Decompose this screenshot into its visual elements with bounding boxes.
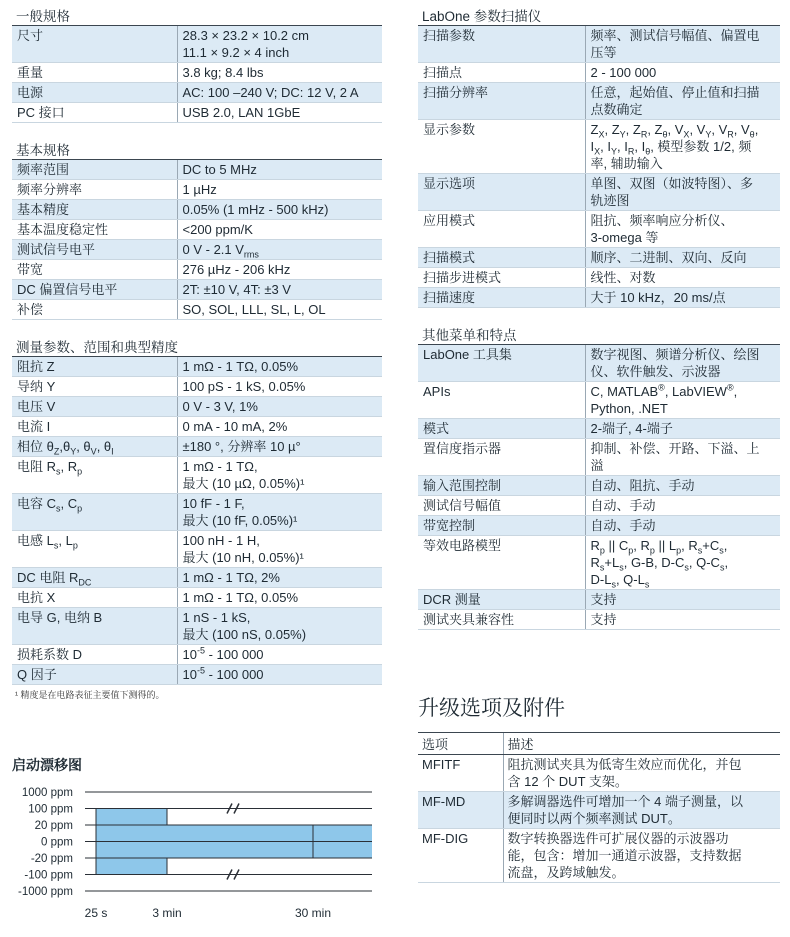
- spec-row: [418, 476, 780, 496]
- upgrade-option: MFITF: [418, 755, 503, 792]
- spec-label: 扫描模式: [418, 248, 585, 268]
- spec-value: 自动、手动: [585, 516, 780, 536]
- spec-value: 大于 10 kHz，20 ms/点: [585, 288, 780, 308]
- spec-row: [418, 536, 780, 590]
- spec-value: 28.3 × 23.2 × 10.2 cm 11.1 × 9.2 × 4 inch: [177, 26, 382, 63]
- upgrade-option: MF-DIG: [418, 829, 503, 883]
- spec-row: [12, 588, 382, 608]
- spec-row: [418, 174, 780, 211]
- spec-row: [418, 288, 780, 308]
- spec-value: SO, SOL, LLL, SL, L, OL: [177, 300, 382, 320]
- spec-row: [418, 590, 780, 610]
- header-description: 描述: [503, 733, 780, 755]
- spec-label: 电感 $L_s$, $L_p$: [12, 531, 177, 568]
- spec-value: 单图、双图（如波特图）、多 轨迹图: [585, 174, 780, 211]
- spec-label: 相位 $\theta_Z,\theta_Y$, $\theta_V$, $\theta_I$: [12, 437, 177, 457]
- upgrade-description: 阻抗测试夹具为低寄生效应而优化，并包 含 12 个 DUT 支架。: [503, 755, 780, 792]
- general-specs-table: [12, 26, 382, 123]
- spec-value: 抑制、补偿、开路、下溢、上 溢: [585, 439, 780, 476]
- spec-label: 带宽控制: [418, 516, 585, 536]
- upgrades-table: [418, 732, 780, 883]
- measurement-specs-section: [12, 339, 382, 701]
- spec-value: 频率、测试信号幅值、偏置电 压等: [585, 26, 780, 63]
- spec-row: [418, 382, 780, 419]
- spec-label: LabOne 工具集: [418, 345, 585, 382]
- spec-value: 自动、阻抗、手动: [585, 476, 780, 496]
- section-title: LabOne 参数扫描仪: [418, 8, 780, 26]
- spec-label: 阻抗 Z: [12, 357, 177, 377]
- spec-value: $10^{-5} - 100$ 000: [177, 645, 382, 665]
- spec-value: 100 pS - 1 kS, 0.05%: [177, 377, 382, 397]
- spec-row: [418, 419, 780, 439]
- spec-value: $10^{-5} - 100$ 000: [177, 665, 382, 685]
- spec-label: 电流 I: [12, 417, 177, 437]
- spec-label: APIs: [418, 382, 585, 419]
- spec-row: [12, 608, 382, 645]
- spec-row: [12, 437, 382, 457]
- spec-value: 任意，起始值、停止值和扫描 点数确定: [585, 83, 780, 120]
- spec-label: 测试信号电平: [12, 240, 177, 260]
- spec-label: 损耗系数 D: [12, 645, 177, 665]
- spec-label: 扫描分辨率: [418, 83, 585, 120]
- basic-specs-table: [12, 160, 382, 320]
- upgrades-title: 升级选项及附件: [418, 697, 565, 720]
- spec-value: 0.05% (1 mHz - 500 kHz): [177, 200, 382, 220]
- upgrade-row: [418, 792, 780, 829]
- spec-value: C, MATLAB®, LabVIEW®, Python, .NET: [585, 382, 780, 419]
- spec-value: 10 fF - 1 F, 最大 (10 fF, 0.05%)¹: [177, 494, 382, 531]
- spec-label: DC 电阻 $R_{DC}$: [12, 568, 177, 588]
- spec-row: [12, 397, 382, 417]
- section-title: 基本规格: [12, 142, 382, 160]
- spec-row: [12, 494, 382, 531]
- spec-value: 1 mΩ - 1 TΩ, 2%: [177, 568, 382, 588]
- measurement-specs-table: [12, 357, 382, 685]
- spec-row: [12, 300, 382, 320]
- spec-label: 重量: [12, 63, 177, 83]
- spec-row: [12, 457, 382, 494]
- spec-value: 1 µHz: [177, 180, 382, 200]
- upgrade-row: [418, 829, 780, 883]
- x-tick-label: 25 s: [84, 906, 108, 920]
- spec-value: 1 nS - 1 kS, 最大 (100 nS, 0.05%): [177, 608, 382, 645]
- x-tick-label: 3 min: [152, 906, 182, 920]
- spec-label: 频率分辨率: [12, 180, 177, 200]
- spec-value: 1 mΩ - 1 TΩ, 最大 (10 µΩ, 0.05%)¹: [177, 457, 382, 494]
- spec-row: [12, 83, 382, 103]
- left-column: [12, 0, 382, 701]
- spec-label: 电压 V: [12, 397, 177, 417]
- spec-label: 等效电路模型: [418, 536, 585, 590]
- spec-value: DC to 5 MHz: [177, 160, 382, 180]
- spec-label: 扫描速度: [418, 288, 585, 308]
- spec-row: [12, 26, 382, 63]
- spec-row: [12, 645, 382, 665]
- spec-row: [418, 610, 780, 630]
- spec-row: [12, 260, 382, 280]
- spec-label: 应用模式: [418, 211, 585, 248]
- spec-label: 基本精度: [12, 200, 177, 220]
- spec-row: [12, 63, 382, 83]
- spec-label: 电导 G, 电纳 B: [12, 608, 177, 645]
- basic-specs-section: [12, 142, 382, 320]
- spec-label: 扫描步进模式: [418, 268, 585, 288]
- spec-row: [418, 120, 780, 174]
- spec-label: 扫描点: [418, 63, 585, 83]
- spec-row: [12, 357, 382, 377]
- spec-value: 数字视图、频谱分析仪、绘图 仪、软件触发、示波器: [585, 345, 780, 382]
- spec-label: 电容 $C_s$, $C_p$: [12, 494, 177, 531]
- spec-label: Q 因子: [12, 665, 177, 685]
- spec-label: 扫描参数: [418, 26, 585, 63]
- spec-row: [418, 211, 780, 248]
- spec-row: [12, 568, 382, 588]
- spec-row: [418, 63, 780, 83]
- spec-label: 测试夹具兼容性: [418, 610, 585, 630]
- spec-label: 电源: [12, 83, 177, 103]
- spec-row: [12, 200, 382, 220]
- spec-row: [12, 240, 382, 260]
- spec-label: 导纳 Y: [12, 377, 177, 397]
- spec-label: DCR 测量: [418, 590, 585, 610]
- y-tick-label: -1000 ppm: [18, 886, 73, 898]
- section-title: 一般规格: [12, 8, 382, 26]
- chart-title: 启动漂移图: [12, 757, 82, 773]
- y-tick-label: 0 ppm: [41, 836, 73, 849]
- spec-value: 0 V - 3 V, 1%: [177, 397, 382, 417]
- sweeper-table: [418, 26, 780, 308]
- spec-value: $Z_X$, $Z_Y$, $Z_R$, $Z_\theta$, $V_X$, $V_Y$, $V_R$, $V_\theta$, $I_X$, $I_Y$, $I_R$, $I_\theta$, 模型参数 1/2, 频 率, 辅助输入: [585, 120, 780, 174]
- spec-value: 2-端子, 4-端子: [585, 419, 780, 439]
- spec-row: [418, 345, 780, 382]
- spec-value: 0 V - 2.1 $V_{rms}$: [177, 240, 382, 260]
- spec-row: [12, 417, 382, 437]
- spec-value: 支持: [585, 590, 780, 610]
- spec-row: [418, 83, 780, 120]
- section-title: 测量参数、范围和典型精度: [12, 339, 382, 357]
- spec-label: 测试信号幅值: [418, 496, 585, 516]
- spec-row: [12, 280, 382, 300]
- spec-value: 1 mΩ - 1 TΩ, 0.05%: [177, 357, 382, 377]
- y-tick-label: 20 ppm: [34, 820, 73, 832]
- spec-row: [12, 220, 382, 240]
- spec-value: 2T: ±10 V, 4T: ±3 V: [177, 280, 382, 300]
- spec-label: PC 接口: [12, 103, 177, 123]
- y-tick-label: 100 ppm: [28, 803, 73, 816]
- y-tick-label: -20 ppm: [30, 853, 73, 865]
- spec-row: [418, 439, 780, 476]
- spec-label: 显示参数: [418, 120, 585, 174]
- section-title: 其他菜单和特点: [418, 327, 780, 345]
- spec-row: [12, 180, 382, 200]
- spec-value: 阻抗、频率响应分析仪、 3-omega 等: [585, 211, 780, 248]
- y-tick-label: 1000 ppm: [21, 787, 73, 799]
- spec-row: [12, 160, 382, 180]
- upgrade-option: MF-MD: [418, 792, 503, 829]
- spec-value: AC: 100 –240 V; DC: 12 V, 2 A: [177, 83, 382, 103]
- upgrade-row: [418, 755, 780, 792]
- spec-value: 100 nH - 1 H, 最大 (10 nH, 0.05%)¹: [177, 531, 382, 568]
- spec-value: 支持: [585, 610, 780, 630]
- spec-label: 尺寸: [12, 26, 177, 63]
- spec-label: 补偿: [12, 300, 177, 320]
- spec-label: 带宽: [12, 260, 177, 280]
- spec-row: [418, 516, 780, 536]
- spec-value: 3.8 kg; 8.4 lbs: [177, 63, 382, 83]
- spec-row: [12, 103, 382, 123]
- spec-row: [418, 248, 780, 268]
- spec-label: 电抗 X: [12, 588, 177, 608]
- spec-row: [12, 531, 382, 568]
- other-features-table: [418, 345, 780, 630]
- upgrade-description: 数字转换器选件可扩展仪器的示波器功 能，包含：增加一通道示波器，支持数据 流盘，及跨域触发。: [503, 829, 780, 883]
- other-features-section: [418, 327, 780, 630]
- right-column: [418, 0, 780, 630]
- spec-label: 电阻 $R_s$, $R_p$: [12, 457, 177, 494]
- spec-value: 线性、对数: [585, 268, 780, 288]
- spec-value: 0 mA - 10 mA, 2%: [177, 417, 382, 437]
- spec-row: [418, 26, 780, 63]
- spec-value: <200 ppm/K: [177, 220, 382, 240]
- spec-label: DC 偏置信号电平: [12, 280, 177, 300]
- general-specs-section: [12, 8, 382, 123]
- footnote: ¹ 精度是在电路表征主要值下测得的。: [15, 690, 165, 700]
- spec-row: [12, 665, 382, 685]
- spec-value: 276 µHz - 206 kHz: [177, 260, 382, 280]
- spec-value: USB 2.0, LAN 1GbE: [177, 103, 382, 123]
- spec-value: $R_p$ || $C_p$, $R_p$ || $L_p$, $R_s+C_s$, $R_s+L_s$, G-B, $D-C_s$, $Q-C_s$, $D-L_s$, $Q-L_s$: [585, 536, 780, 590]
- spec-row: [418, 496, 780, 516]
- spec-row: [418, 268, 780, 288]
- sweeper-section: [418, 8, 780, 308]
- upgrade-description: 多解调器选件可增加一个 4 端子测量，以 便同时以两个频率测试 DUT。: [503, 792, 780, 829]
- spec-label: 频率范围: [12, 160, 177, 180]
- spec-label: 基本温度稳定性: [12, 220, 177, 240]
- startup-drift-chart: [0, 778, 390, 928]
- spec-value: 1 mΩ - 1 TΩ, 0.05%: [177, 588, 382, 608]
- spec-label: 显示选项: [418, 174, 585, 211]
- spec-label: 置信度指示器: [418, 439, 585, 476]
- spec-label: 模式: [418, 419, 585, 439]
- x-tick-label: 30 min: [294, 906, 332, 920]
- upgrades-section: [418, 732, 780, 883]
- y-tick-label: -100 ppm: [24, 869, 73, 882]
- spec-value: 顺序、二进制、双向、反向: [585, 248, 780, 268]
- header-option: 选项: [418, 733, 503, 755]
- spec-label: 输入范围控制: [418, 476, 585, 496]
- spec-value: 2 - 100 000: [585, 63, 780, 83]
- spec-value: 自动、手动: [585, 496, 780, 516]
- spec-row: [12, 377, 382, 397]
- spec-value: ±180 °, 分辨率 10 µ°: [177, 437, 382, 457]
